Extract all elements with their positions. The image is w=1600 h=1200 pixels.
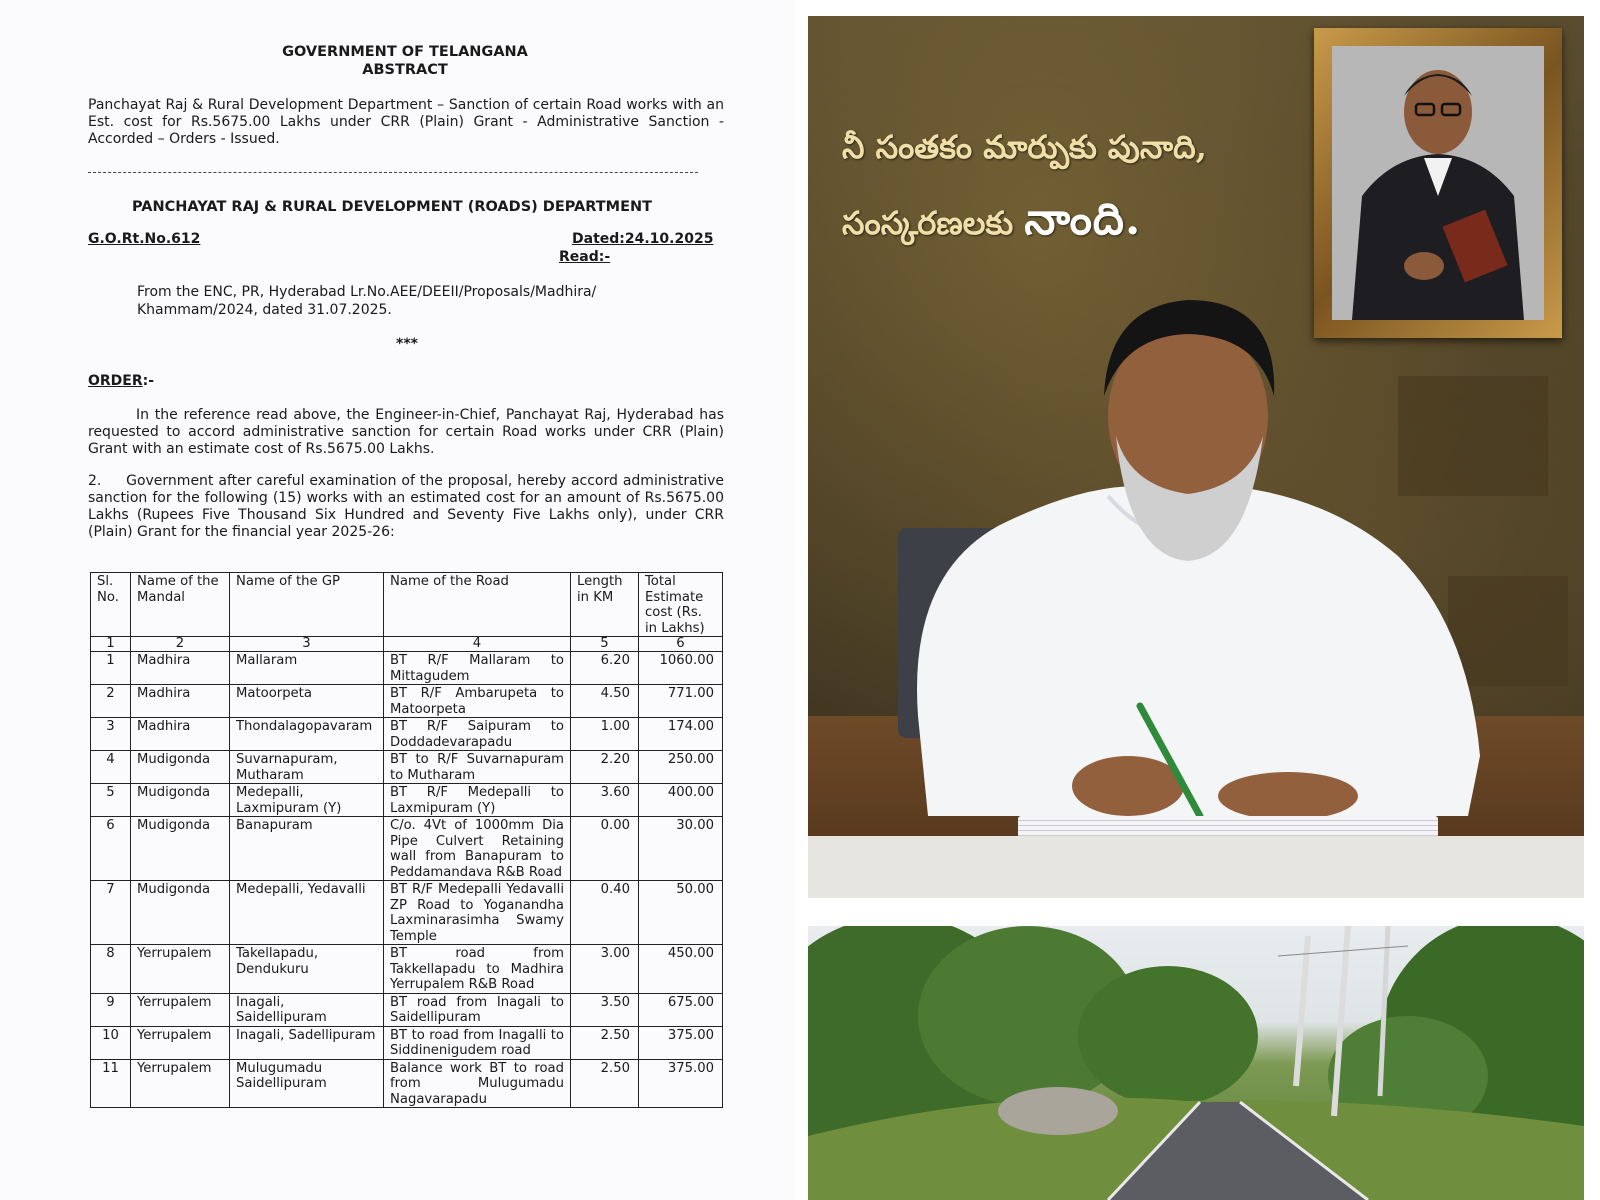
table-row [91,945,723,994]
table-cell: 6 [91,817,131,881]
table-cell: Mudigonda [131,751,230,784]
table-column-number-row [91,637,723,652]
table-header-cell: Sl. No. [91,573,131,637]
table-cell: Banapuram [230,817,384,881]
table-column-number: 5 [571,637,639,652]
table-row [91,784,723,817]
doc-header-government: GOVERNMENT OF TELANGANA [282,44,528,60]
table-cell: 30.00 [639,817,723,881]
table-row [91,817,723,881]
table-cell: Mudigonda [131,881,230,945]
table-row [91,881,723,945]
table-cell: 0.40 [571,881,639,945]
table-cell: Suvarnapuram, Mutharam [230,751,384,784]
order-suffix: :- [142,373,155,389]
table-cell: Mudigonda [131,817,230,881]
works-table [90,572,723,1108]
table-cell: Yerrupalem [131,1059,230,1108]
table-row [91,685,723,718]
table-cell: 0.00 [571,817,639,881]
table-cell: 675.00 [639,993,723,1026]
government-order-document [0,0,795,1200]
table-cell: 3.60 [571,784,639,817]
table-cell: 400.00 [639,784,723,817]
table-header-cell: Total Estimate cost (Rs. in Lakhs) [639,573,723,637]
table-cell: 4 [91,751,131,784]
office-desk [808,836,1584,898]
reference-line-2: Khammam/2024, dated 31.07.2025. [137,302,392,318]
table-cell: BT to R/F Suvarnapuram to Mutharam [384,751,571,784]
table-cell: BT R/F Medepalli to Laxmipuram (Y) [384,784,571,817]
table-cell: Medepalli, Yedavalli [230,881,384,945]
table-cell: Takellapadu, Dendukuru [230,945,384,994]
table-cell: Yerrupalem [131,993,230,1026]
poster-image [808,16,1584,898]
table-row [91,993,723,1026]
table-cell: C/o. 4Vt of 1000mm Dia Pipe Culvert Retaining wall from Banapuram to Peddamandava R&B Road [384,817,571,881]
road-photo [808,926,1584,1200]
dashed-divider [88,172,698,173]
table-row [91,652,723,685]
tagline-prefix: సంస్కరణలకు [842,204,1025,242]
table-cell: 3.50 [571,993,639,1026]
table-cell: 3 [91,718,131,751]
table-cell: BT to road from Inagalli to Siddinenigudem road [384,1026,571,1059]
go-number: G.O.Rt.No.612 [88,231,201,247]
table-cell: 375.00 [639,1059,723,1108]
table-cell: 11 [91,1059,131,1108]
table-cell: 250.00 [639,751,723,784]
man-signing-figure [808,16,1584,898]
table-cell: 6.20 [571,652,639,685]
doc-header-abstract: ABSTRACT [362,62,448,78]
table-cell: Yerrupalem [131,945,230,994]
table-header-cell: Name of the GP [230,573,384,637]
doc-abstract: Panchayat Raj & Rural Development Department – Sanction of certain Road works with an Est. cost for Rs.5675.00 Lakhs under CRR (Plain) Grant - Administrative Sanction - Accorded – Orders - Issued. [88,97,724,147]
table-cell: Madhira [131,685,230,718]
table-cell: 450.00 [639,945,723,994]
table-cell: 1060.00 [639,652,723,685]
table-column-number: 4 [384,637,571,652]
order-label: ORDER [88,373,143,389]
table-cell: Inagali, Sadellipuram [230,1026,384,1059]
separator-stars: *** [396,336,418,352]
table-header-row [91,573,723,637]
table-column-number: 2 [131,637,230,652]
table-cell: Thondalagopavaram [230,718,384,751]
table-cell: 3.00 [571,945,639,994]
table-cell: Inagali, Saidellipuram [230,993,384,1026]
table-cell: BT R/F Mallaram to Mittagudem [384,652,571,685]
doc-department: PANCHAYAT RAJ & RURAL DEVELOPMENT (ROADS) DEPARTMENT [132,199,653,215]
table-cell: BT road from Inagali to Saidellipuram [384,993,571,1026]
table-row [91,751,723,784]
table-cell: BT R/F Ambarupeta to Matoorpeta [384,685,571,718]
table-row [91,1026,723,1059]
table-cell: 1.00 [571,718,639,751]
table-cell: 2.20 [571,751,639,784]
table-column-number: 3 [230,637,384,652]
tagline-emphasis: నాంది. [1024,194,1142,245]
poster-tagline-line-1: నీ సంతకం మార్పుకు పునాది, [842,128,1207,166]
table-cell: 9 [91,993,131,1026]
table-cell: 2 [91,685,131,718]
table-cell: 1 [91,652,131,685]
table-header-cell: Name of the Road [384,573,571,637]
order-paragraph-2: 2. Government after careful examination of the proposal, hereby accord administrative sanction for the following (15) works with an estimated cost for an amount of Rs.5675.00 Lakhs (Rupees Five Thousand Six Hundred and Seventy Five Lakhs only), under CRR (Plain) Grant for the financial year 2025-26: [88,473,729,540]
table-cell: Madhira [131,652,230,685]
table-cell: Balance work BT to road from Mulugumadu Nagavarapadu [384,1059,571,1108]
table-cell: 10 [91,1026,131,1059]
table-cell: 375.00 [639,1026,723,1059]
table-cell: 2.50 [571,1059,639,1108]
table-cell: 8 [91,945,131,994]
table-cell: 4.50 [571,685,639,718]
order-paragraph-1: In the reference read above, the Engineer-in-Chief, Panchayat Raj, Hyderabad has requested to accord administrative sanction for certain Road works under CRR (Plain) Grant with an estimate cost of Rs.5675.00 Lakhs. [88,407,724,457]
table-cell: BT R/F Saipuram to Doddadevarapadu [384,718,571,751]
table-column-number: 6 [639,637,723,652]
table-cell: Mudigonda [131,784,230,817]
road-scene [808,926,1584,1200]
table-column-number: 1 [91,637,131,652]
table-cell: Mallaram [230,652,384,685]
table-cell: Madhira [131,718,230,751]
table-cell: BT road from Takkellapadu to Madhira Yerrupalem R&B Road [384,945,571,994]
table-header-cell: Length in KM [571,573,639,637]
table-cell: BT R/F Medepalli Yedavalli ZP Road to Yoganandha Laxminarasimha Swamy Temple [384,881,571,945]
table-cell: 771.00 [639,685,723,718]
table-cell: 174.00 [639,718,723,751]
table-cell: 7 [91,881,131,945]
table-cell: 5 [91,784,131,817]
table-header-cell: Name of the Mandal [131,573,230,637]
go-date: Dated:24.10.2025 [572,231,714,247]
table-cell: 50.00 [639,881,723,945]
table-row [91,1059,723,1108]
read-label: Read:- [559,249,611,265]
table-row [91,718,723,751]
table-cell: Matoorpeta [230,685,384,718]
table-cell: Yerrupalem [131,1026,230,1059]
reference-line-1: From the ENC, PR, Hyderabad Lr.No.AEE/DEEII/Proposals/Madhira/ [137,284,597,300]
table-cell: Mulugumadu Saidellipuram [230,1059,384,1108]
table-cell: Medepalli, Laxmipuram (Y) [230,784,384,817]
table-cell: 2.50 [571,1026,639,1059]
